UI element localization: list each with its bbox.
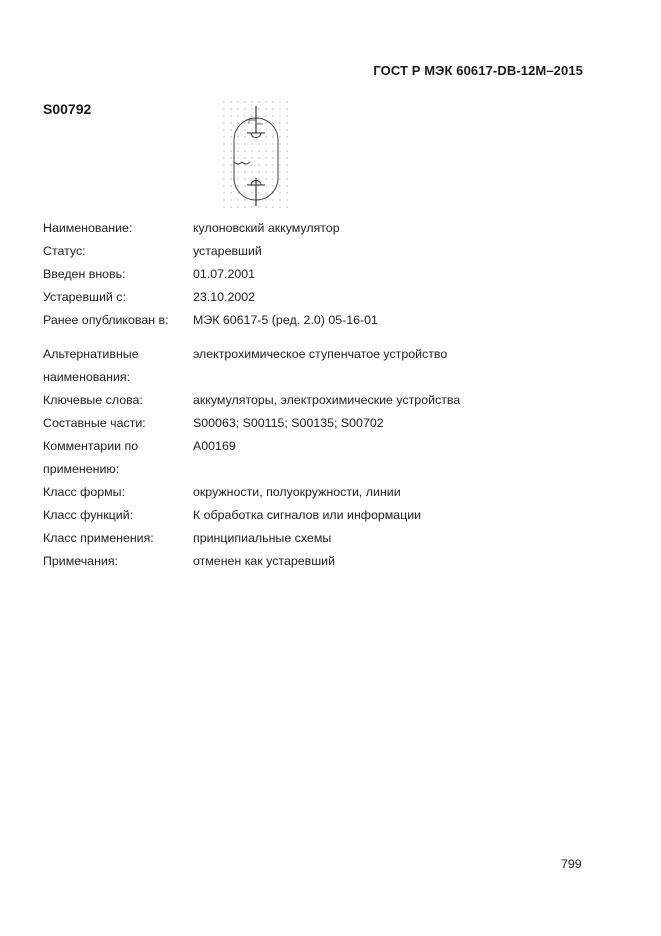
property-label: Класс применения:: [43, 531, 154, 545]
property-value: окружности, полуокружности, линии: [193, 485, 401, 499]
property-label: Примечания:: [43, 554, 118, 568]
page-number: 799: [561, 857, 582, 871]
property-row-status: [43, 240, 523, 263]
property-value: отменен как устаревший: [193, 554, 335, 568]
property-label: Ранее опубликован в:: [43, 313, 169, 327]
property-value: принципиальные схемы: [193, 531, 332, 545]
property-label: Введен вновь:: [43, 267, 126, 281]
property-value: 01.07.2001: [193, 267, 256, 281]
property-value: кулоновский аккумулятор: [193, 221, 340, 235]
property-row-previously-published: [43, 309, 523, 332]
property-label: Класс формы:: [43, 485, 126, 499]
property-row-components: [43, 412, 523, 435]
property-label: Статус:: [43, 244, 86, 258]
property-label: Класс функций:: [43, 508, 134, 522]
property-label: Альтернативные наименования:: [43, 347, 139, 384]
symbol-id: S00792: [43, 101, 92, 117]
property-row-alternative-names: [43, 343, 523, 389]
property-value: МЭК 60617-5 (ред. 2.0) 05-16-01: [193, 313, 378, 327]
property-value: устаревший: [193, 244, 262, 258]
property-label: Составные части:: [43, 416, 146, 430]
property-label: Ключевые слова:: [43, 393, 143, 407]
property-label: Устаревший с:: [43, 290, 126, 304]
property-row-remarks: [43, 550, 523, 573]
property-row-application-class: [43, 527, 523, 550]
property-row-name: [43, 217, 523, 240]
property-label: Комментарии по применению:: [43, 439, 139, 476]
property-row-keywords: [43, 389, 523, 412]
coulomb-accumulator-symbol-icon: [222, 100, 288, 213]
standard-designation: ГОСТ Р МЭК 60617-DB-12M–2015: [373, 63, 583, 78]
property-row-application-notes: [43, 435, 523, 481]
property-value: электрохимическое ступенчатое устройство: [193, 347, 448, 361]
property-value: A00169: [193, 439, 236, 453]
property-value: аккумуляторы, электрохимические устройства: [193, 393, 461, 407]
property-value: S00063; S00115; S00135; S00702: [193, 416, 384, 430]
property-row-function-class: [43, 504, 523, 527]
property-row-obsolete-since: [43, 286, 523, 309]
property-row-shape-class: [43, 481, 523, 504]
property-value: 23.10.2002: [193, 290, 256, 304]
property-label: Наименование:: [43, 221, 133, 235]
property-row-introduced: [43, 263, 523, 286]
properties-table: [43, 217, 523, 573]
property-value: К обработка сигналов или информации: [193, 508, 422, 522]
